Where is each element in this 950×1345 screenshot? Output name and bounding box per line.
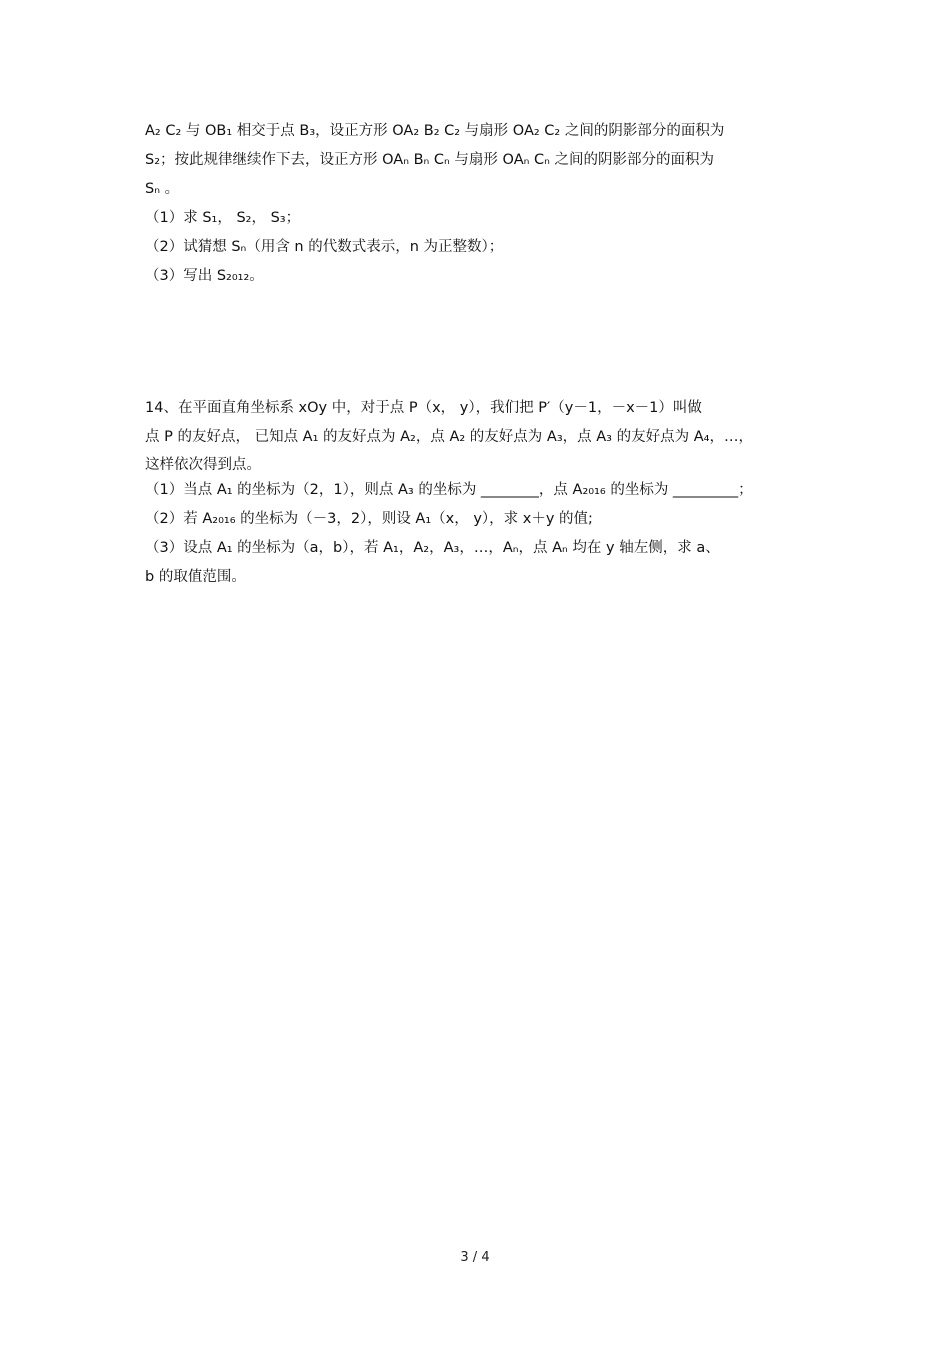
problem-14-line-3: 这样依次得到点。 <box>145 457 261 473</box>
continuation-line-2: S₂；按此规律继续作下去，设正方形 OAₙ Bₙ Cₙ 与扇形 OAₙ Cₙ 之间的阴影部分的面积为 <box>145 152 715 168</box>
continuation-line-1: A₂ C₂ 与 OB₁ 相交于点 B₃，设正方形 OA₂ B₂ C₂ 与扇形 OA₂ C₂ 之间的阴影部分的面积为 <box>145 123 725 139</box>
question-3: （3）写出 S₂₀₁₂。 <box>145 268 264 284</box>
page-number: 3 / 4 <box>460 1250 490 1265</box>
continuation-line-3: Sₙ 。 <box>145 181 180 197</box>
question-1: （1）求 S₁， S₂， S₃； <box>145 210 301 226</box>
problem-14-line-2: 点 P 的友好点， 已知点 A₁ 的友好点为 A₂，点 A₂ 的友好点为 A₃，点 A₃ 的友好点为 A₄，…， <box>145 429 753 445</box>
problem-14-question-1: （1）当点 A₁ 的坐标为（2，1），则点 A₃ 的坐标为 ________，点 A₂₀₁₆ 的坐标为 _________； <box>145 482 753 498</box>
problem-14-question-3-cont: b 的取值范围。 <box>145 569 246 585</box>
problem-14-question-3: （3）设点 A₁ 的坐标为（a，b），若 A₁，A₂，A₃，…，Aₙ，点 Aₙ 均在 y 轴左侧，求 a、 <box>145 540 720 556</box>
question-2: （2）试猜想 Sₙ（用含 n 的代数式表示，n 为正整数）； <box>145 239 504 255</box>
problem-14-line-1: 14、在平面直角坐标系 xOy 中，对于点 P（x， y），我们把 P′（y－1，－x－1）叫做 <box>145 400 702 416</box>
problem-14-question-2: （2）若 A₂₀₁₆ 的坐标为（－3，2），则设 A₁（x， y），求 x＋y 的值; <box>145 511 593 527</box>
